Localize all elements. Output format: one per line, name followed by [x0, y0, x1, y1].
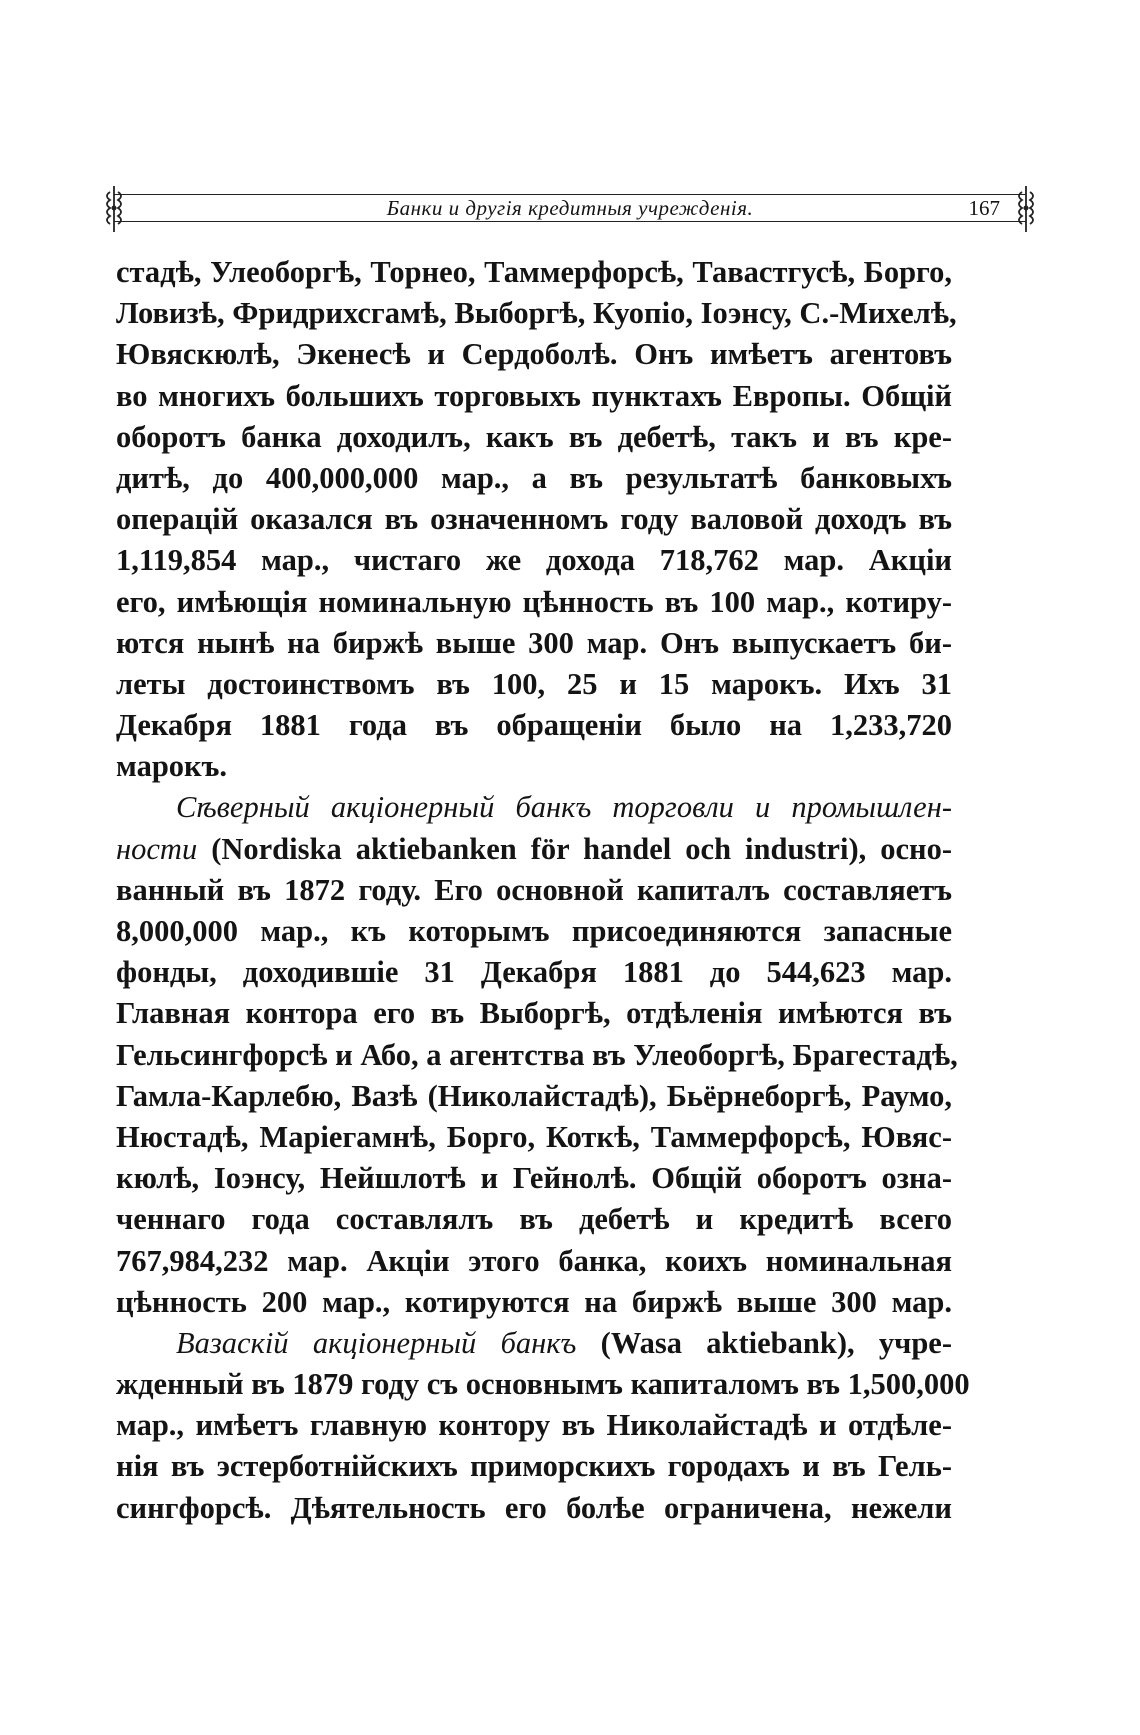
bank-name-italic: Вазаскій акціонерный банкъ	[176, 1325, 577, 1360]
text-line: ванный въ 1872 году. Его основной капиталъ составляетъ	[116, 872, 952, 907]
text-line: сингфорсѣ. Дѣятельность его болѣе ограничена, нежели	[116, 1490, 952, 1525]
text-run: (Nordiska aktiebanken för handel och industri), осно-	[197, 831, 952, 866]
text-line: операцій оказался въ означенномъ году валовой доходъ въ	[116, 502, 952, 537]
text-line: 1,119,854 мар., чистаго же дохода 718,762 мар. Акціи	[116, 543, 952, 578]
text-line: 8,000,000 мар., къ которымъ присоединяются запасные	[116, 914, 952, 948]
text-run: (Wasa aktiebank), учре-	[576, 1325, 952, 1360]
text-line: марокъ.	[116, 749, 228, 784]
text-line: ются нынѣ на биржѣ выше 300 мар. Онъ выпускаетъ би-	[116, 625, 952, 660]
text-line: Главная контора его въ Выборгѣ, отдѣленія имѣются въ	[116, 996, 952, 1031]
text-line: Гамла-Карлебю, Вазѣ (Николайстадѣ), Бьёрнеборгѣ, Раумо,	[116, 1078, 952, 1113]
header-title: Банки и другія кредитныя учрежденія.	[386, 196, 754, 220]
text-line: 767,984,232 мар. Акціи этого банка, коихъ номинальная	[116, 1243, 952, 1278]
text-line: цѣнность 200 мар., котируются на биржѣ выше 300 мар.	[116, 1284, 952, 1319]
bank-name-italic-cont: ности	[116, 831, 198, 866]
text-line: кюлѣ, Іоэнсу, Нейшлотѣ и Гейнолѣ. Общій оборотъ озна-	[116, 1161, 952, 1196]
text-line: ченнаго года составлялъ въ дебетѣ и кредитѣ всего	[116, 1202, 952, 1237]
running-header	[100, 184, 1040, 234]
page-number: 167	[968, 196, 1000, 220]
body-text	[116, 252, 970, 1529]
text-line: Ловизѣ, Фридрихсгамѣ, Выборгѣ, Куопіо, Іоэнсу, С.-Михелѣ,	[116, 296, 957, 331]
text-line: леты достоинствомъ въ 100, 25 и 15 марокъ. Ихъ 31	[116, 666, 952, 701]
text-line: фонды, доходившіе 31 Декабря 1881 до 544,623 мар.	[116, 955, 952, 990]
bank-name-italic: Сѣверный акціонерный банкъ торговли и промышлен-	[176, 790, 952, 825]
text-line: нія въ эстерботнійскихъ приморскихъ городахъ и въ Гель-	[116, 1449, 952, 1484]
text-line: Декабря 1881 года въ обращеніи было на 1,233,720	[116, 708, 952, 743]
text-line: Нюстадѣ, Маріегамнѣ, Борго, Коткѣ, Таммерфорсѣ, Ювяс-	[116, 1119, 952, 1154]
text-line: жденный въ 1879 году съ основнымъ капиталомъ въ 1,500,000	[116, 1367, 970, 1402]
ornament-right-icon	[1012, 184, 1040, 234]
paragraph-lead-line	[116, 787, 952, 828]
text-line: Гельсингфорсѣ и Або, а агентства въ Улеоборгѣ, Брагестадѣ,	[116, 1037, 958, 1072]
text-line: его, имѣющія номинальную цѣнность въ 100 мар., котиру-	[116, 584, 952, 619]
text-line: стадѣ, Улеоборгѣ, Торнео, Таммерфорсѣ, Тавастгусѣ, Борго,	[116, 255, 952, 289]
text-line: мар., имѣетъ главную контору въ Николайстадѣ и отдѣле-	[116, 1408, 952, 1443]
text-line: дитѣ, до 400,000,000 мар., а въ результатѣ банковыхъ	[116, 460, 952, 495]
text-line: во многихъ большихъ торговыхъ пунктахъ Европы. Общій	[116, 378, 952, 413]
text-line	[116, 829, 952, 870]
text-line: оборотъ банка доходилъ, какъ въ дебетѣ, такъ и въ кре-	[116, 419, 952, 454]
paragraph-lead-line	[116, 1323, 952, 1364]
text-line: Ювяскюлѣ, Экенесѣ и Сердоболѣ. Онъ имѣетъ агентовъ	[116, 337, 952, 372]
